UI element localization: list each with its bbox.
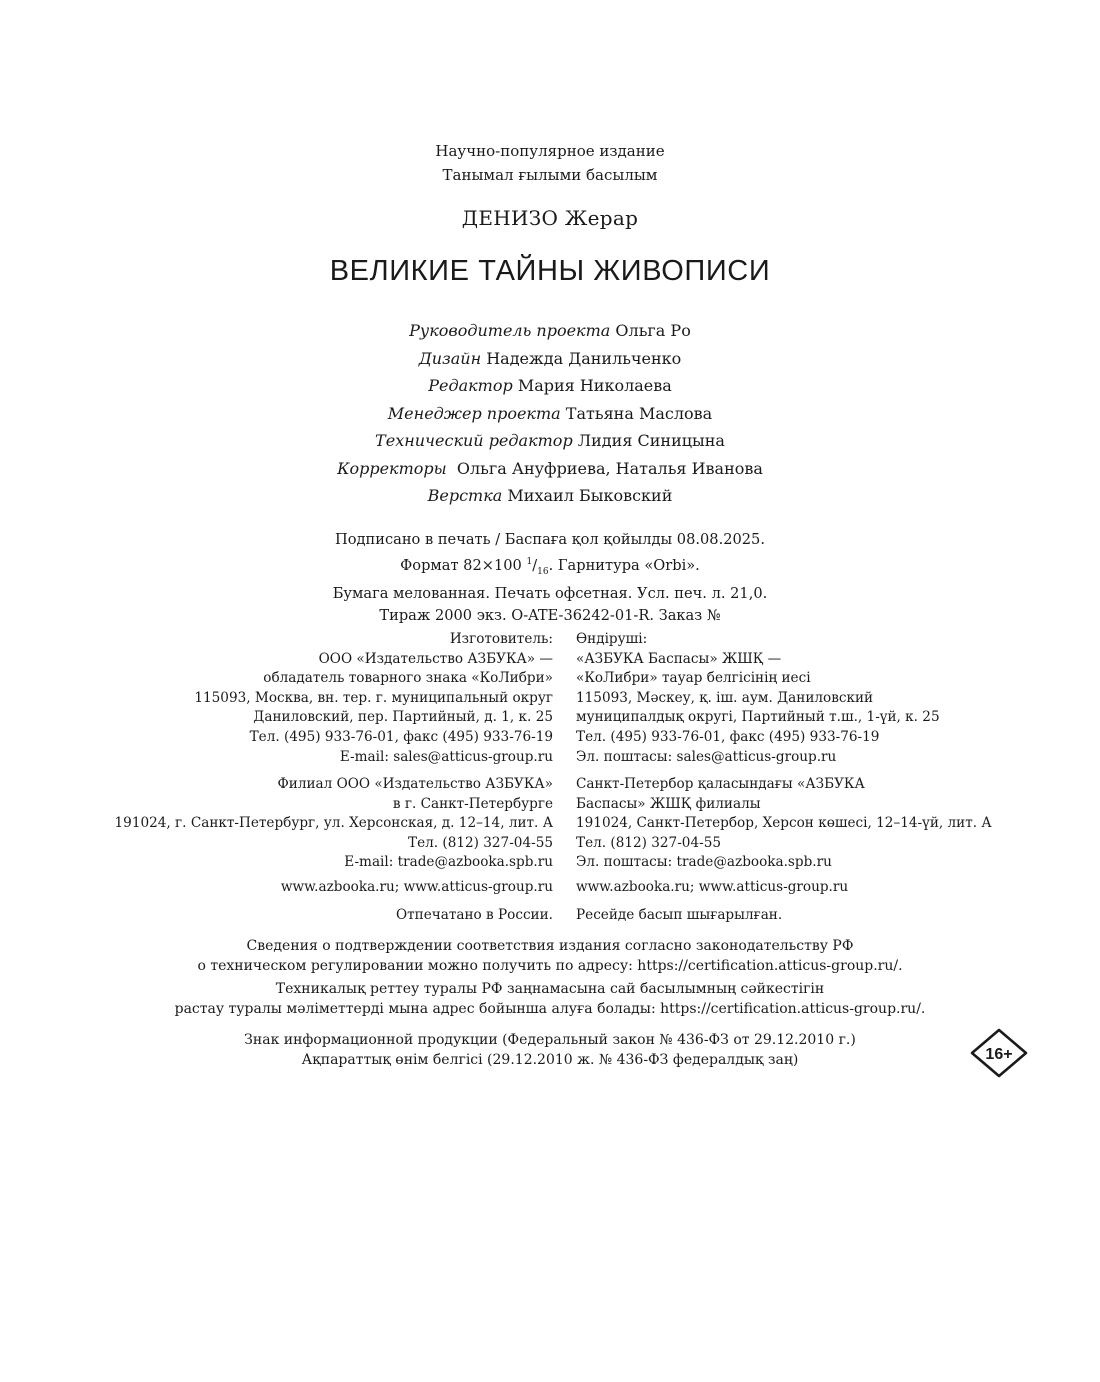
book-title: ВЕЛИКИЕ ТАЙНЫ ЖИВОПИСИ <box>329 255 771 287</box>
branch-kz-line: 191024, Санкт-Петербор, Херсон көшесі, 12–14-үй, лит. А <box>576 815 992 832</box>
certification-ru <box>0 937 1100 976</box>
manufacturer-ru-line: обладатель товарного знака «КоЛибри» <box>263 670 553 687</box>
websites <box>0 878 1100 900</box>
format-numerator: 1 <box>526 557 533 568</box>
branch-ru-line: Тел. (812) 327-04-55 <box>408 834 553 851</box>
credit-line <box>0 400 1100 428</box>
format-denominator: 16 <box>537 566 549 577</box>
branch-ru-line: в г. Санкт-Петербурге <box>392 795 553 812</box>
edition-type-kz: Танымал ғылыми басылым <box>442 166 658 184</box>
credit-role: Корректоры <box>337 458 447 478</box>
branch-kz <box>576 775 1056 873</box>
branch-block <box>0 775 1100 875</box>
credit-role: Редактор <box>428 376 513 395</box>
manufacturer-kz-line: «АЗБУКА Баспасы» ЖШҚ — <box>576 650 782 667</box>
credit-role: Менеджер проекта <box>387 403 561 423</box>
credits-list <box>0 317 1100 510</box>
manufacturer-kz <box>576 630 1056 767</box>
branch-ru <box>113 775 553 873</box>
credit-role: Руководитель проекта <box>409 321 611 340</box>
print-run: Тираж 2000 экз. О-ATE-36242-01-R. Заказ № <box>379 607 721 625</box>
credit-name: Ольга Ро <box>615 321 691 340</box>
branch-kz-line: Санкт-Петербор қаласындағы «АЗБУКА <box>576 776 865 792</box>
credit-line <box>0 317 1100 345</box>
manufacturer-kz-line: «КоЛибри» тауар белгісінің иесі <box>576 670 811 687</box>
manufacturer-ru-line: 115093, Москва, вн. тер. г. муниципальный округ <box>194 689 553 706</box>
manufacturer-kz-email: Эл. поштасы: sales@atticus-group.ru <box>576 748 837 765</box>
format-line: Формат 82×100 $^1/_{16}$. Гарнитура «Orbi». <box>400 557 700 577</box>
manufacturer-ru-email: E-mail: sales@atticus-group.ru <box>339 748 553 765</box>
author-name: ДЕНИЗО Жерар <box>461 206 639 230</box>
credit-name: Татьяна Маслова <box>565 403 713 423</box>
certification-kz <box>0 980 1100 1019</box>
paper-info: Бумага мелованная. Печать офсетная. Усл. печ. л. 21,0. <box>332 585 768 603</box>
signed-date: Подписано в печать / Баспаға қол қойылды 08.08.2025. <box>335 531 765 548</box>
credit-name: Лидия Синицына <box>577 431 725 450</box>
branch-ru-line: 191024, г. Санкт-Петербург, ул. Херсонская, д. 12–14, лит. А <box>114 815 553 832</box>
age-rating-label: 16+ <box>985 1046 1013 1063</box>
info-sign-ru: Знак информационной продукции (Федеральный закон № 436-ФЗ от 29.12.2010 г.) <box>244 1032 856 1048</box>
certification-ru-line: о техническом регулировании можно получить по адресу: https://certification.atticus-group.ru/. <box>197 957 903 974</box>
credit-name: Надежда Данильченко <box>486 348 682 368</box>
credit-line <box>0 482 1100 510</box>
certification-kz-line: растау туралы мәліметтерді мына адрес бойынша алуға болады: https://certification.atticus-group.ru/. <box>174 1000 926 1017</box>
branch-ru-email: E-mail: trade@azbooka.spb.ru <box>344 854 553 871</box>
manufacturer-kz-line: 115093, Мәскеу, қ. іш. аум. Даниловский <box>576 689 874 706</box>
certification-ru-line: Сведения о подтверждении соответствия издания согласно законодательству РФ <box>246 938 854 954</box>
printed-in-ru: Отпечатано в России. <box>395 907 553 923</box>
branch-kz-line: Баспасы» ЖШҚ филиалы <box>576 795 761 812</box>
credit-role: Технический редактор <box>375 431 573 450</box>
format-prefix: Формат 82×100 <box>400 557 522 575</box>
manufacturer-ru-line: Изготовитель: <box>449 631 553 647</box>
format-suffix: . Гарнитура «Orbi». <box>548 557 700 575</box>
manufacturer-kz-line: муниципалдық округі, Партийный т.ш., 1-үй, к. 25 <box>576 709 940 726</box>
certification-kz-line: Техникалық реттеу туралы РФ заңнамасына сай басылымның сәйкестігін <box>275 981 825 997</box>
info-sign-kz: Ақпараттық өнім белгісі (29.12.2010 ж. № 436-ФЗ федералдық заң) <box>301 1051 799 1068</box>
credit-line <box>0 455 1100 483</box>
manufacturer-kz-line: Тел. (495) 933-76-01, факс (495) 933-76-19 <box>576 728 880 745</box>
manufacturer-ru-line: Тел. (495) 933-76-01, факс (495) 933-76-19 <box>249 728 553 745</box>
print-info <box>0 529 1100 628</box>
credit-line <box>0 345 1100 373</box>
manufacturer-kz-line: Өндіруші: <box>576 631 648 647</box>
credit-role: Дизайн <box>418 348 482 368</box>
credit-line <box>0 427 1100 455</box>
info-product-sign <box>0 1031 1100 1070</box>
credit-role: Верстка <box>427 486 503 505</box>
age-rating-diamond-icon <box>970 1028 1028 1078</box>
branch-ru-line: Филиал ООО «Издательство АЗБУКА» <box>277 776 553 792</box>
age-rating-badge <box>970 1028 1028 1078</box>
edition-type-ru: Научно-популярное издание <box>435 142 665 160</box>
branch-kz-line: Тел. (812) 327-04-55 <box>576 834 721 851</box>
branch-kz-email: Эл. поштасы: trade@azbooka.spb.ru <box>576 854 832 871</box>
printed-in-kz: Ресейде басып шығарылған. <box>576 907 783 923</box>
credit-name: Михаил Быковский <box>507 486 673 505</box>
printed-in <box>0 906 1100 928</box>
credit-line <box>0 372 1100 400</box>
manufacturer-ru <box>113 630 553 767</box>
manufacturer-ru-line: Даниловский, пер. Партийный, д. 1, к. 25 <box>253 709 553 726</box>
credit-name: Ольга Ануфриева, Наталья Иванова <box>456 458 763 478</box>
credit-name: Мария Николаева <box>517 376 672 395</box>
edition-type <box>0 139 1100 187</box>
manufacturer-block <box>0 630 1100 770</box>
manufacturer-ru-line: ООО «Издательство АЗБУКА» — <box>318 650 553 667</box>
websites-ru: www.azbooka.ru; www.atticus-group.ru <box>280 879 553 895</box>
websites-kz: www.azbooka.ru; www.atticus-group.ru <box>576 879 849 895</box>
